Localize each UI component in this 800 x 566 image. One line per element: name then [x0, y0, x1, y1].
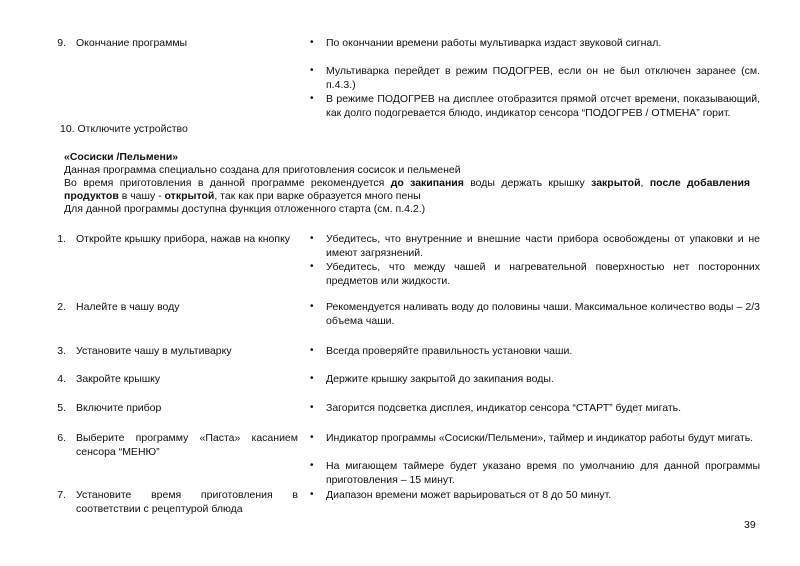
bullet-item	[310, 92, 760, 120]
step-10-label: 10. Отключите устройство	[60, 123, 188, 135]
bullet-icon: •	[310, 489, 314, 500]
text-part-bold: открытой	[164, 190, 215, 202]
step-label: Налейте в чашу воду	[76, 301, 180, 313]
text-part: в чашу -	[118, 190, 165, 202]
step-label: Закройте крышку	[76, 373, 161, 385]
bullet-icon: •	[310, 93, 314, 104]
bullet-item	[310, 459, 760, 487]
bullet-text: Всегда проверяйте правильность установки чаши.	[326, 345, 573, 357]
step-label: Откройте крышку прибора, нажав на кнопку	[76, 233, 291, 245]
bullet-icon: •	[310, 65, 314, 76]
bullet-item	[310, 401, 760, 415]
step-number: 6.	[57, 432, 66, 444]
bullet-text: Загорится подсветка дисплея, индикатор сенсора “СТАРТ” будет мигать.	[326, 402, 682, 414]
step-number: 7.	[57, 489, 66, 501]
bullet-text: Индикатор программы «Сосиски/Пельмени», таймер и индикатор работы будут мигать.	[326, 432, 754, 444]
step-number: 1.	[57, 233, 66, 245]
step-label: Установите чашу в мультиварку	[76, 345, 232, 357]
bullet-text: На мигающем таймере будет указано время по умолчанию для данной программы приготовления – 15 минут.	[326, 460, 760, 486]
section-line-3	[64, 189, 421, 203]
bullet-text: Диапазон времени может варьироваться от 8 до 50 минут.	[326, 489, 612, 501]
bullet-item	[310, 488, 760, 502]
text-part: ,	[640, 177, 650, 189]
section-line-1: Данная программа специально создана для приготовления сосисок и пельменей	[64, 164, 461, 176]
text-part-bold: продуктов	[64, 190, 119, 202]
bullet-item	[310, 372, 760, 386]
step-9-number: 9.	[57, 37, 66, 49]
section-line-2	[64, 176, 750, 190]
text-part: Во время приготовления в данной программе рекомендуется	[64, 177, 391, 189]
bullet-item	[310, 260, 760, 288]
bullet-icon: •	[310, 301, 314, 312]
step-number: 3.	[57, 345, 66, 357]
bullet-text: Рекомендуется наливать воду до половины чаши. Максимальное количество воды – 2/3 объема чаши.	[326, 301, 760, 327]
bullet-item	[310, 232, 760, 260]
bullet-text: Мультиварка перейдет в режим ПОДОГРЕВ, если он не был отключен заранее (см. п.4.3.)	[326, 65, 760, 91]
bullet-icon: •	[310, 432, 314, 443]
bullet-icon: •	[310, 460, 314, 471]
text-part-bold: после добавления	[649, 177, 751, 189]
bullet-item	[310, 36, 760, 50]
bullet-icon: •	[310, 345, 314, 356]
step-number: 5.	[57, 402, 66, 414]
bullet-icon: •	[310, 261, 314, 272]
step-label: Установите время приготовления в соответствии с рецептурой блюда	[76, 489, 298, 515]
text-part: воды держать крышку	[463, 177, 592, 189]
step-number: 4.	[57, 373, 66, 385]
step-label: Включите прибор	[76, 402, 162, 414]
step-number: 2.	[57, 301, 66, 313]
text-part-bold: до закипания	[390, 177, 464, 189]
text-part-bold: закрытой	[591, 177, 641, 189]
section-title: «Сосиски /Пельмени»	[64, 151, 179, 163]
step-label: Выберите программу «Паста» касанием сенсора “МЕНЮ”	[76, 432, 298, 458]
step-9-label: Окончание программы	[76, 37, 188, 49]
section-line-4: Для данной программы доступна функция отложенного старта (см. п.4.2.)	[64, 203, 426, 215]
bullet-icon: •	[310, 233, 314, 244]
bullet-item	[310, 344, 760, 358]
bullet-text: По окончании времени работы мультиварка издаст звуковой сигнал.	[326, 37, 662, 49]
bullet-icon: •	[310, 373, 314, 384]
text-part: , так как при варке образуется много пены	[214, 190, 421, 202]
bullet-text: Убедитесь, что между чашей и нагревательной поверхностью нет посторонних предметов или жидкости.	[326, 261, 760, 287]
page-number: 39	[744, 519, 756, 531]
bullet-item	[310, 431, 760, 445]
bullet-item	[310, 64, 760, 92]
bullet-icon: •	[310, 402, 314, 413]
bullet-icon: •	[310, 37, 314, 48]
bullet-item	[310, 300, 760, 328]
bullet-text: Держите крышку закрытой до закипания воды.	[326, 373, 554, 385]
bullet-text: Убедитесь, что внутренние и внешние части прибора освобождены от упаковки и не имеют загрязнений.	[326, 233, 760, 259]
bullet-text: В режиме ПОДОГРЕВ на дисплее отобразится прямой отсчет времени, показывающий, как долго подогревается блюдо, индикатор сенсора “ПОДОГРЕВ / ОТМЕНА” горит.	[326, 93, 760, 119]
